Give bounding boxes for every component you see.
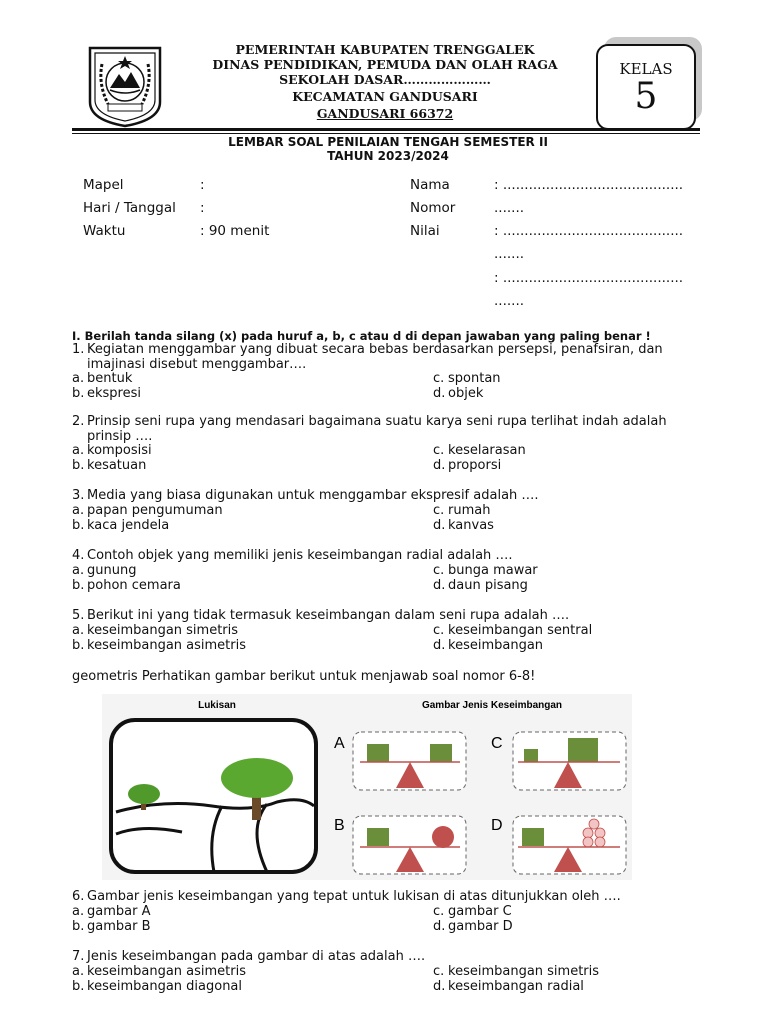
- question-line-1: Prinsip seni rupa yang mendasari bagaimana suatu karya seni rupa terlihat indah adalah: [87, 414, 667, 429]
- option-letter: a.: [72, 964, 85, 979]
- question-text: [87, 609, 707, 624]
- option-a[interactable]: [72, 564, 136, 578]
- option-letter: c.: [433, 443, 445, 458]
- option-letter: b.: [72, 518, 85, 533]
- option-text: gambar B: [87, 919, 151, 934]
- question-line-1: Kegiatan menggambar yang dibuat secara bebas berdasarkan persepsi, penafsiran, dan: [87, 342, 663, 357]
- label-c: C: [491, 735, 503, 752]
- option-b[interactable]: [72, 459, 146, 473]
- option-c[interactable]: [433, 444, 526, 458]
- option-text: komposisi: [87, 443, 152, 458]
- waktu-value: : 90 menit: [200, 223, 270, 239]
- option-text: keseimbangan asimetris: [87, 964, 246, 979]
- extra-dots-1: .......: [494, 246, 525, 262]
- option-letter: d.: [433, 979, 446, 994]
- header-line-5: GANDUSARI 66372: [316, 106, 454, 121]
- option-letter: c.: [433, 964, 445, 979]
- option-letter: d.: [433, 578, 446, 593]
- option-text: gambar C: [448, 904, 512, 919]
- header-line-3: SEKOLAH DASAR…………………: [279, 72, 491, 87]
- option-text: papan pengumuman: [87, 503, 223, 518]
- balance-b: [353, 816, 466, 874]
- option-text: keseimbangan asimetris: [87, 638, 246, 653]
- option-letter: d.: [433, 919, 446, 934]
- option-text: objek: [448, 386, 484, 401]
- option-d[interactable]: [433, 920, 513, 934]
- option-letter: b.: [72, 578, 85, 593]
- question-number: 5.: [72, 608, 85, 623]
- exam-year: TAHUN 2023/2024: [327, 149, 449, 163]
- option-d[interactable]: [433, 639, 543, 653]
- instruction: I. Berilah tanda silang (x) pada huruf a, b, c atau d di depan jawaban yang paling benar !: [72, 329, 651, 343]
- option-text: keseimbangan radial: [448, 979, 584, 994]
- header-line-1: PEMERINTAH KABUPATEN TRENGGALEK: [235, 42, 535, 57]
- option-letter: d.: [433, 638, 446, 653]
- label-a: A: [334, 735, 345, 752]
- option-text: keseimbangan diagonal: [87, 979, 243, 994]
- question-number: 3.: [72, 488, 85, 503]
- question-text: [87, 890, 707, 905]
- option-letter: c.: [433, 503, 445, 518]
- option-text: rumah: [448, 503, 491, 518]
- option-a[interactable]: [72, 624, 238, 638]
- option-text: bentuk: [87, 371, 133, 386]
- balance-c: [513, 732, 626, 790]
- question-text: [87, 343, 707, 372]
- header-line-4: KECAMATAN GANDUSARI: [292, 89, 478, 104]
- class-label: KELAS: [619, 60, 673, 78]
- option-letter: d.: [433, 458, 446, 473]
- question-text: [87, 415, 707, 444]
- option-text: daun pisang: [448, 578, 528, 593]
- question-number: 2.: [72, 414, 85, 429]
- question-text: [87, 549, 707, 564]
- option-letter: a.: [72, 443, 85, 458]
- option-b[interactable]: [72, 920, 151, 934]
- option-b[interactable]: [72, 519, 169, 533]
- extra-dots-3: .......: [494, 293, 525, 309]
- option-text: keseimbangan simetris: [87, 623, 239, 638]
- option-d[interactable]: [433, 387, 483, 401]
- option-c[interactable]: [433, 965, 599, 979]
- option-text: gambar A: [87, 904, 151, 919]
- option-letter: a.: [72, 623, 85, 638]
- option-a[interactable]: [72, 504, 223, 518]
- question-number: 6.: [72, 889, 85, 904]
- option-letter: b.: [72, 638, 85, 653]
- option-letter: b.: [72, 979, 85, 994]
- option-a[interactable]: [72, 444, 152, 458]
- exam-title: LEMBAR SOAL PENILAIAN TENGAH SEMESTER II: [228, 135, 548, 149]
- balance-d: [513, 816, 626, 874]
- option-text: spontan: [448, 371, 501, 386]
- option-c[interactable]: [433, 905, 512, 919]
- question-number: 7.: [72, 949, 85, 964]
- nama-value: : ..........................................: [494, 177, 684, 193]
- option-letter: b.: [72, 458, 85, 473]
- option-d[interactable]: [433, 459, 501, 473]
- option-letter: a.: [72, 371, 85, 386]
- header-line-2: DINAS PENDIDIKAN, PEMUDA DAN OLAH RAGA: [212, 57, 558, 72]
- waktu-label: Waktu: [83, 223, 126, 239]
- option-text: keseimbangan: [448, 638, 544, 653]
- option-letter: d.: [433, 386, 446, 401]
- option-b[interactable]: [72, 980, 242, 994]
- option-a[interactable]: [72, 965, 246, 979]
- option-text: gambar D: [448, 919, 513, 934]
- class-box: [596, 44, 696, 130]
- option-b[interactable]: [72, 639, 246, 653]
- header-rule-thick: [72, 128, 700, 131]
- question-line-1: Jenis keseimbangan pada gambar di atas adalah ….: [87, 949, 426, 964]
- option-c[interactable]: [433, 372, 501, 386]
- question-line-1: Contoh objek yang memiliki jenis keseimbangan radial adalah ….: [87, 548, 513, 563]
- question-text: [87, 489, 707, 504]
- option-d[interactable]: [433, 579, 528, 593]
- option-text: keselarasan: [448, 443, 526, 458]
- figure-intro: geometris Perhatikan gambar berikut untuk menjawab soal nomor 6-8!: [72, 669, 536, 684]
- question-text: [87, 950, 707, 965]
- figure-right-title: Gambar Jenis Keseimbangan: [421, 700, 563, 711]
- option-letter: b.: [72, 919, 85, 934]
- hari-value: :: [200, 200, 205, 216]
- option-letter: d.: [433, 518, 446, 533]
- option-a[interactable]: [72, 372, 132, 386]
- option-text: pohon cemara: [87, 578, 181, 593]
- extra-dots-2: : ..........................................: [494, 270, 684, 286]
- nama-label: Nama: [410, 177, 450, 193]
- option-b[interactable]: [72, 579, 181, 593]
- question-line-2: imajinasi disebut menggambar….: [87, 356, 307, 372]
- option-text: kaca jendela: [87, 518, 170, 533]
- balance-figure: [102, 694, 632, 880]
- option-c[interactable]: [433, 564, 538, 578]
- option-c[interactable]: [433, 504, 490, 518]
- question-line-1: Media yang biasa digunakan untuk menggambar ekspresif adalah ….: [87, 488, 539, 503]
- option-letter: a.: [72, 904, 85, 919]
- option-text: keseimbangan simetris: [448, 964, 600, 979]
- option-text: bunga mawar: [448, 563, 538, 578]
- question-number: 4.: [72, 548, 85, 563]
- option-letter: b.: [72, 386, 85, 401]
- option-letter: c.: [433, 623, 445, 638]
- option-a[interactable]: [72, 905, 150, 919]
- label-b: B: [334, 817, 345, 834]
- header-rule-thin: [72, 133, 700, 134]
- nomor-value: .......: [494, 200, 525, 216]
- mapel-value: :: [200, 177, 205, 193]
- option-letter: c.: [433, 563, 445, 578]
- regency-logo: [86, 42, 164, 128]
- option-text: gunung: [87, 563, 137, 578]
- option-letter: c.: [433, 371, 445, 386]
- question-line-1: Berikut ini yang tidak termasuk keseimbangan dalam seni rupa adalah ….: [87, 608, 570, 623]
- hari-label: Hari / Tanggal: [83, 200, 176, 216]
- option-text: kanvas: [448, 518, 494, 533]
- nilai-value: : ..........................................: [494, 223, 684, 239]
- question-line-1: Gambar jenis keseimbangan yang tepat untuk lukisan di atas ditunjukkan oleh ….: [87, 889, 621, 904]
- option-letter: a.: [72, 563, 85, 578]
- option-text: kesatuan: [87, 458, 147, 473]
- question-number: 1.: [72, 342, 85, 357]
- label-d: D: [491, 817, 503, 834]
- option-letter: c.: [433, 904, 445, 919]
- nomor-label: Nomor: [410, 200, 456, 216]
- question-line-2: prinsip ….: [87, 428, 153, 444]
- option-text: proporsi: [448, 458, 502, 473]
- option-text: ekspresi: [87, 386, 141, 401]
- option-text: keseimbangan sentral: [448, 623, 593, 638]
- figure-left-title: Lukisan: [198, 700, 236, 711]
- option-b[interactable]: [72, 387, 141, 401]
- mapel-label: Mapel: [83, 177, 124, 193]
- nilai-label: Nilai: [410, 223, 440, 239]
- option-d[interactable]: [433, 980, 584, 994]
- balance-a: [353, 732, 466, 790]
- class-number: 5: [634, 76, 658, 117]
- option-d[interactable]: [433, 519, 494, 533]
- option-c[interactable]: [433, 624, 592, 638]
- option-letter: a.: [72, 503, 85, 518]
